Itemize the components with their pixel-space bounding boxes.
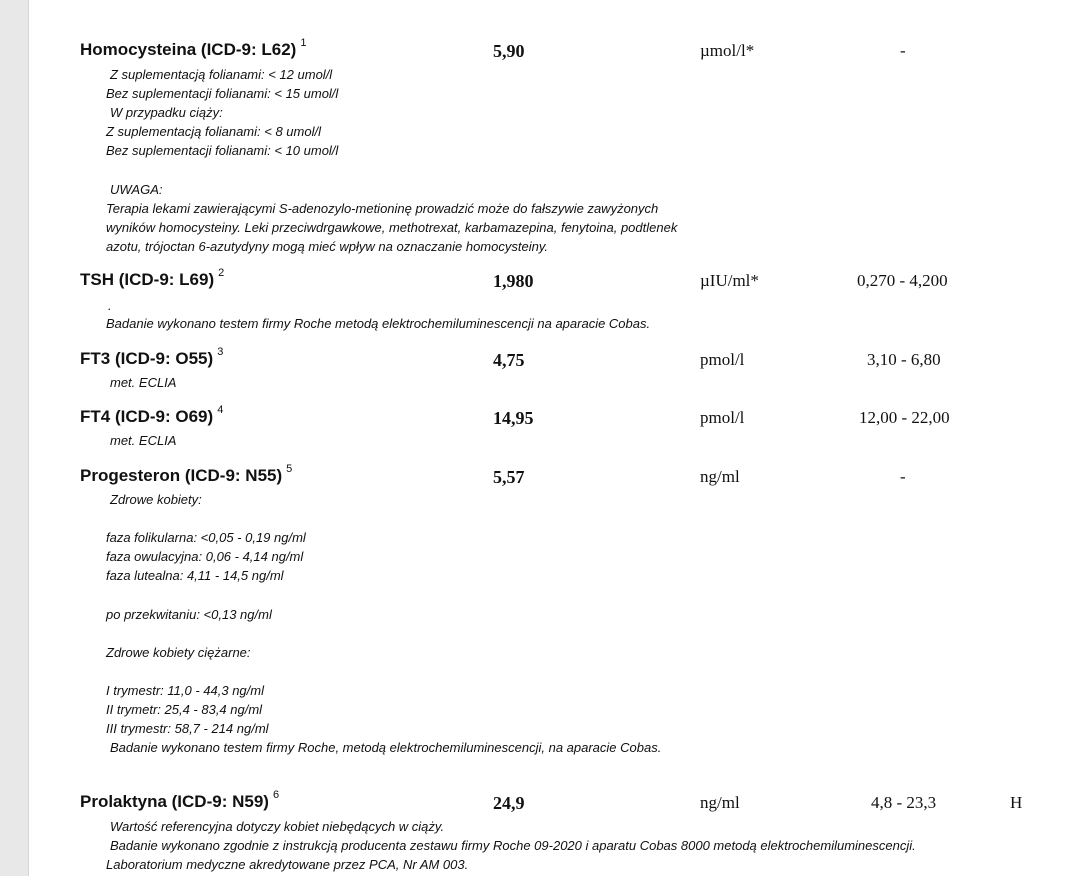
- test-note: met. ECLIA: [110, 433, 177, 448]
- test-note: III trymestr: 58,7 - 214 ng/ml: [106, 721, 269, 736]
- test-value: 1,980: [493, 271, 534, 291]
- test-note: faza folikularna: <0,05 - 0,19 ng/ml: [106, 530, 306, 545]
- test-reference-range: 4,8 - 23,3: [871, 793, 937, 812]
- test-note: po przekwitaniu: <0,13 ng/ml: [106, 607, 272, 622]
- test-note: faza owulacyjna: 0,06 - 4,14 ng/ml: [106, 549, 304, 564]
- test-note: met. ECLIA: [110, 375, 177, 390]
- footnote-marker: 3: [217, 346, 224, 358]
- test-note: Wartość referencyjna dotyczy kobiet niebędących w ciąży.: [110, 819, 445, 834]
- test-note: II trymetr: 25,4 - 83,4 ng/ml: [106, 702, 263, 717]
- test-unit: pmol/l: [700, 350, 745, 369]
- test-value: 24,9: [493, 793, 525, 813]
- abnormal-flag: H: [1010, 793, 1023, 812]
- test-name: Progesteron (ICD-9: N55) $^5$: [80, 463, 293, 485]
- test-note: Badanie wykonano zgodnie z instrukcją producenta zestawu firmy Roche 09-2020 i aparatu Cobas 8000 metodą elektrochemiluminescencji.: [110, 838, 916, 853]
- footnote-marker: 2: [218, 267, 225, 279]
- test-name: FT4 (ICD-9: O69) $^4$: [80, 404, 224, 426]
- test-note: Bez suplementacji folianami: < 10 umol/l: [106, 143, 339, 158]
- test-note: Zdrowe kobiety:: [110, 492, 202, 507]
- test-unit: ng/ml: [700, 793, 740, 812]
- test-value: 5,57: [493, 467, 525, 487]
- test-note: Z suplementacją folianami: < 12 umol/l: [110, 67, 333, 82]
- test-note: wyników homocysteiny. Leki przeciwdrgawkowe, methotrexat, karbamazepina, fenytoina, podtlenek: [106, 220, 678, 235]
- test-name: Prolaktyna (ICD-9: N59) $^6$: [80, 789, 280, 811]
- test-unit: µmol/l*: [700, 41, 755, 60]
- test-note: Terapia lekami zawierającymi S-adenozylo-metioninę prowadzić może do fałszywie zawyżonych: [106, 201, 659, 216]
- test-value: 5,90: [493, 41, 525, 61]
- test-value: 4,75: [493, 350, 525, 370]
- footnote-marker: 6: [272, 789, 280, 801]
- test-note: Badanie wykonano testem firmy Roche metodą elektrochemiluminescencji na aparacie Cobas.: [106, 316, 651, 331]
- test-note: Z suplementacją folianami: < 8 umol/l: [106, 124, 321, 139]
- test-note: UWAGA:: [110, 182, 163, 197]
- test-reference-range: -: [900, 467, 906, 486]
- footnote-marker: 1: [300, 37, 307, 49]
- test-unit: pmol/l: [700, 408, 745, 427]
- test-name: FT3 (ICD-9: O55) $^3$: [80, 346, 224, 368]
- test-unit: µIU/ml*: [700, 271, 759, 290]
- test-value: 14,95: [493, 408, 534, 428]
- test-name: Homocysteina (ICD-9: L62) $^1$: [80, 37, 307, 59]
- test-note: W przypadku ciąży:: [110, 105, 223, 120]
- footnote-marker: 5: [286, 463, 293, 475]
- test-note: Badanie wykonano testem firmy Roche, metodą elektrochemiluminescencji, na aparacie Cobas.: [110, 740, 662, 755]
- test-note: Zdrowe kobiety ciężarne:: [106, 645, 251, 660]
- test-note: I trymestr: 11,0 - 44,3 ng/ml: [106, 683, 264, 698]
- test-reference-range: 12,00 - 22,00: [859, 408, 950, 427]
- test-reference-range: -: [900, 41, 906, 60]
- test-reference-range: 0,270 - 4,200: [857, 271, 948, 290]
- test-note: azotu, trójoctan 6-azutydyny mogą mieć wpływ na oznaczanie homocysteiny.: [106, 239, 548, 254]
- test-note: Laboratorium medyczne akredytowane przez PCA, Nr AM 003.: [106, 857, 469, 872]
- test-note: faza lutealna: 4,11 - 14,5 ng/ml: [106, 568, 284, 583]
- footnote-marker: 4: [217, 404, 224, 416]
- test-note: Bez suplementacji folianami: < 15 umol/l: [106, 86, 339, 101]
- test-name: TSH (ICD-9: L69) $^2$: [80, 267, 225, 289]
- test-note: .: [108, 298, 112, 313]
- test-unit: ng/ml: [700, 467, 740, 486]
- test-reference-range: 3,10 - 6,80: [867, 350, 941, 369]
